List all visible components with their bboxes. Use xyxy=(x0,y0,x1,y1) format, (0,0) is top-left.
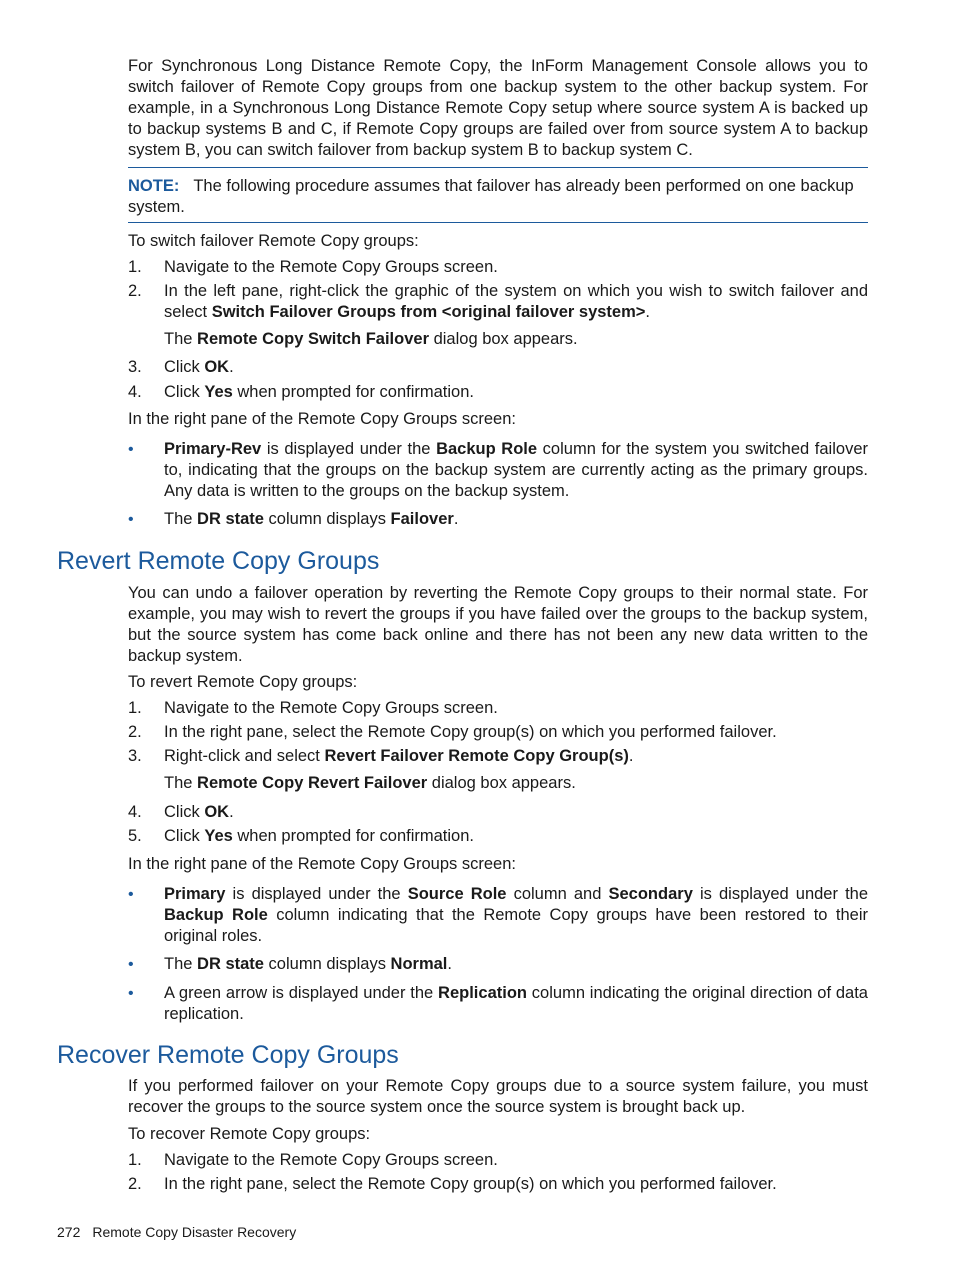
bullet-text xyxy=(164,509,868,530)
bold-term: Replication xyxy=(438,984,527,1002)
page-number: 272 xyxy=(57,1224,81,1240)
revert-lead: To revert Remote Copy groups: xyxy=(128,673,358,691)
list-item xyxy=(128,698,868,719)
step-text: Navigate to the Remote Copy Groups screen. xyxy=(164,1151,498,1169)
step-result-text xyxy=(164,773,868,794)
text-part: The xyxy=(164,510,198,528)
button-name: OK xyxy=(204,358,230,376)
step-text-part: . xyxy=(229,358,234,376)
bold-term: Failover xyxy=(390,510,454,528)
step-number: 1. xyxy=(128,258,142,276)
step-result-text xyxy=(164,329,868,350)
step-number: 2. xyxy=(128,282,142,300)
bullet-icon: • xyxy=(128,511,134,528)
text-part: The xyxy=(164,955,198,973)
step-text-part: when prompted for confirmation. xyxy=(232,383,474,401)
list-item xyxy=(128,802,868,823)
note-text: The following procedure assumes that failover has already been performed on one backup system. xyxy=(128,177,854,216)
step-number: 2. xyxy=(128,723,142,741)
bullet-item xyxy=(128,983,868,1025)
list-item xyxy=(128,281,868,323)
step-number: 1. xyxy=(128,1151,142,1169)
bullet-text xyxy=(164,884,868,947)
step-text-part: . xyxy=(229,803,234,821)
step-number: 2. xyxy=(128,1175,142,1193)
bullet-icon: • xyxy=(128,985,134,1002)
bold-term: Source Role xyxy=(407,885,507,903)
text-part: . xyxy=(447,955,452,973)
text-part: A green arrow is displayed under the xyxy=(164,984,439,1002)
footer-section-title: Remote Copy Disaster Recovery xyxy=(92,1224,297,1240)
intro-paragraph: For Synchronous Long Distance Remote Copy, the InForm Management Console allows you to switch failover of Remote Copy groups from one backup system to the other backup system. For example, in a Synchronous Long Distance Remote Copy setup where source system A is backed up to backup systems B and C, if Remote Copy groups are failed over from source system A to backup system B, you can switch failover from backup system B to backup system C. xyxy=(128,57,868,159)
bullet-item xyxy=(128,439,868,502)
list-item xyxy=(128,1150,868,1171)
step-text-part: Click xyxy=(164,803,205,821)
step-number: 3. xyxy=(128,358,142,376)
text-part: is displayed under the xyxy=(692,885,869,903)
section-heading-revert: Revert Remote Copy Groups xyxy=(57,547,380,575)
text-part: is displayed under the xyxy=(225,885,408,903)
dialog-name: Remote Copy Revert Failover xyxy=(197,774,428,792)
text-part: is displayed under the xyxy=(261,440,437,458)
bullet-text xyxy=(164,439,868,502)
section-heading-recover: Recover Remote Copy Groups xyxy=(57,1041,399,1069)
step-text xyxy=(164,826,868,847)
bold-term: Secondary xyxy=(608,885,693,903)
bold-term: DR state xyxy=(197,955,264,973)
step-number: 4. xyxy=(128,803,142,821)
step-text-part: when prompted for confirmation. xyxy=(232,827,474,845)
menu-command: Revert Failover Remote Copy Group(s) xyxy=(324,747,629,765)
list-item xyxy=(128,382,868,403)
button-name: Yes xyxy=(204,827,233,845)
step-text-part: In the left pane, right-click the graphic of the system on which you wish to switch failover and select xyxy=(164,282,868,321)
text-part: column displays xyxy=(263,955,391,973)
text-part: column indicating that the Remote Copy groups have been restored to their original roles. xyxy=(164,906,868,945)
list-item xyxy=(128,826,868,847)
text-part: column displays xyxy=(263,510,391,528)
step-result xyxy=(128,329,868,350)
step-text-part: . xyxy=(645,303,650,321)
step-text-part: Click xyxy=(164,358,205,376)
step-text-part: Click xyxy=(164,827,205,845)
recover-paragraph: If you performed failover on your Remote Copy groups due to a source system failure, you must recover the groups to the source system once the source system is brought back up. xyxy=(128,1077,868,1116)
page-footer xyxy=(57,1223,296,1241)
text-part: column indicating the original direction of data replication. xyxy=(164,984,868,1023)
step-text-part: The xyxy=(164,774,198,792)
switch-lead: To switch failover Remote Copy groups: xyxy=(128,232,419,250)
step-text xyxy=(164,746,868,767)
bullet-icon: • xyxy=(128,886,134,903)
note-bottom-rule xyxy=(128,222,868,223)
bullet-item xyxy=(128,884,868,947)
step-text xyxy=(164,281,868,323)
step-number: 4. xyxy=(128,383,142,401)
step-result xyxy=(128,773,868,794)
recover-lead: To recover Remote Copy groups: xyxy=(128,1125,371,1143)
bold-term: Normal xyxy=(390,955,448,973)
step-text-part: . xyxy=(628,747,634,765)
step-text: Navigate to the Remote Copy Groups screen. xyxy=(164,699,498,717)
list-item xyxy=(128,357,868,378)
bullet-item xyxy=(128,509,868,530)
step-text: Navigate to the Remote Copy Groups screen. xyxy=(164,258,498,276)
list-item xyxy=(128,1174,868,1195)
step-text xyxy=(164,802,868,823)
bullet-text xyxy=(164,983,868,1025)
revert-paragraph: You can undo a failover operation by reverting the Remote Copy groups to their normal state. For example, you may wish to revert the groups if you have failed over the groups to the backup system, but the source system has come back online and there has not been any new data written to the backup system. xyxy=(128,584,868,665)
bullet-icon: • xyxy=(128,956,134,973)
step-text: In the right pane, select the Remote Copy group(s) on which you performed failover. xyxy=(164,1175,777,1193)
button-name: Yes xyxy=(204,383,233,401)
bold-term: Backup Role xyxy=(164,906,268,924)
text-part: . xyxy=(453,510,459,528)
list-item xyxy=(128,257,868,278)
list-item xyxy=(128,722,868,743)
menu-command: Switch Failover Groups from <original failover system> xyxy=(211,303,646,321)
bullet-item xyxy=(128,954,868,975)
step-text-part: The xyxy=(164,330,198,348)
note-label: NOTE: xyxy=(128,177,180,195)
note xyxy=(128,176,868,218)
bold-term: Backup Role xyxy=(436,440,538,458)
text-part: column and xyxy=(506,885,609,903)
bold-term: DR state xyxy=(197,510,264,528)
dialog-name: Remote Copy Switch Failover xyxy=(197,330,429,348)
bold-term: Primary xyxy=(164,885,226,903)
list-item xyxy=(128,746,868,767)
step-number: 1. xyxy=(128,699,142,717)
bullet-icon: • xyxy=(128,441,134,458)
step-number: 5. xyxy=(128,827,142,845)
right-pane-lead: In the right pane of the Remote Copy Groups screen: xyxy=(128,410,516,428)
note-top-rule xyxy=(128,167,868,168)
step-text-part: Right-click and select xyxy=(164,747,325,765)
step-text-part: dialog box appears. xyxy=(429,330,578,348)
step-text-part: dialog box appears. xyxy=(427,774,576,792)
text-part: column for the system you switched failover to, indicating that the groups on the backup system are currently acting as the primary groups. Any data is written to the groups on the backup system. xyxy=(164,440,868,500)
button-name: OK xyxy=(204,803,230,821)
step-text-part: Click xyxy=(164,383,205,401)
step-text xyxy=(164,357,868,378)
bullet-text xyxy=(164,954,868,975)
step-text xyxy=(164,382,868,403)
step-text: In the right pane, select the Remote Copy group(s) on which you performed failover. xyxy=(164,723,777,741)
right-pane-lead: In the right pane of the Remote Copy Groups screen: xyxy=(128,855,516,873)
step-number: 3. xyxy=(128,747,142,765)
bold-term: Primary-Rev xyxy=(164,440,262,458)
